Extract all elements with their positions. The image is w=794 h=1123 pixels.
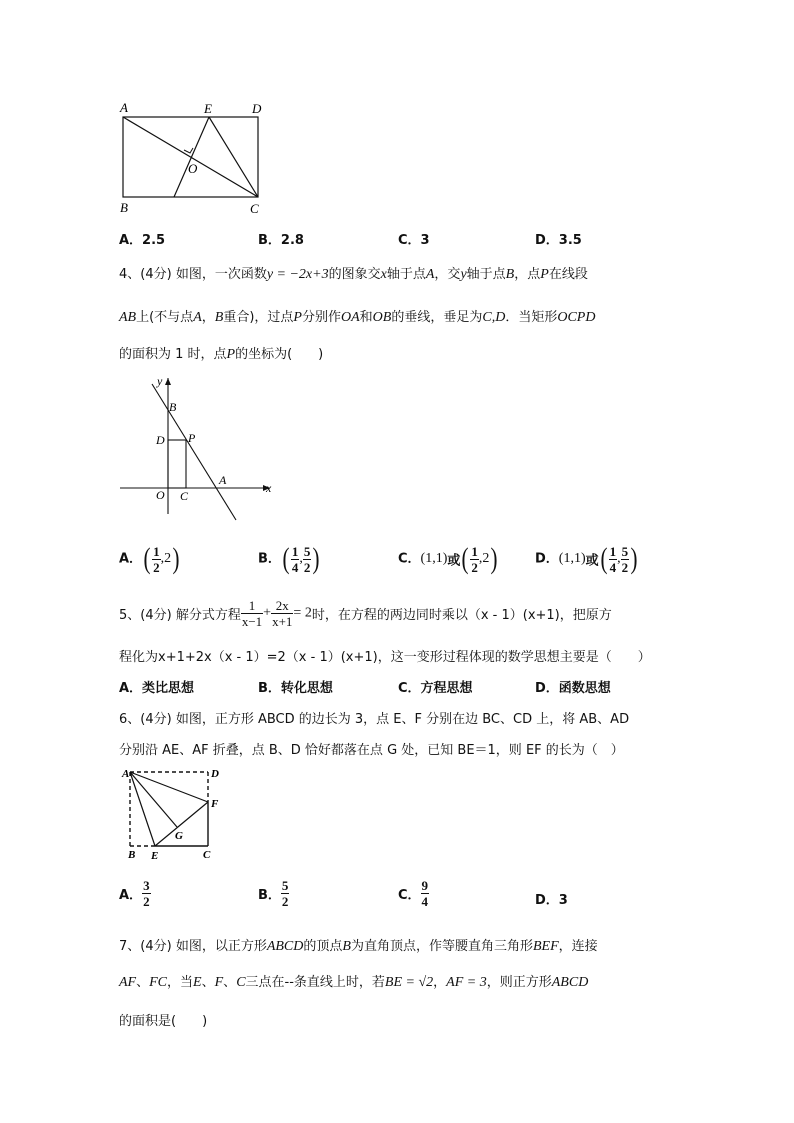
q7-text: 的顶点 — [303, 939, 343, 954]
q4-text: 的坐标为( ) — [235, 347, 324, 362]
q6-option-a[interactable] — [119, 878, 151, 909]
coord-tail: ,2 — [478, 551, 490, 566]
q7-text: ， — [433, 975, 447, 990]
q4-text: 上(不与点 — [136, 310, 194, 325]
q4-var: AB — [119, 310, 137, 325]
q4-text: 的面积为 1 时，点 — [119, 347, 227, 362]
coord-tail: ,2 — [160, 551, 172, 566]
paren: ( — [461, 542, 469, 575]
comma: , — [617, 551, 621, 566]
option-letter: D． — [535, 551, 559, 567]
label-C: C — [180, 489, 189, 503]
label-x: x — [266, 481, 272, 495]
fraction — [621, 544, 630, 575]
q5-option-a[interactable]: A．类比思想 — [119, 681, 195, 696]
segment-E-base — [174, 117, 209, 197]
q7-line-1 — [119, 935, 598, 955]
label-A: A — [120, 100, 128, 115]
q4-option-d[interactable] — [535, 542, 639, 576]
q4-text: 和 — [359, 310, 373, 325]
denominator: 2 — [303, 559, 311, 575]
fraction — [241, 598, 263, 629]
q7-text: ，当 — [167, 975, 194, 990]
segment-AG — [130, 772, 177, 827]
fraction — [303, 544, 312, 575]
q4-var: C,D — [482, 310, 506, 325]
option-letter: B． — [258, 551, 281, 567]
fraction — [281, 878, 290, 909]
label-A: A — [219, 473, 227, 487]
q3-option-b[interactable]: B．2.8 — [258, 233, 304, 248]
q7-var: F — [214, 975, 224, 990]
option-letter: C． — [398, 888, 421, 903]
q7-text: ，连接 — [558, 939, 598, 954]
or-word: 或 — [447, 553, 461, 569]
label-D: D — [252, 101, 262, 116]
q4-var: B — [214, 310, 224, 325]
numerator: 3 — [143, 878, 150, 893]
q7-text: 、 — [223, 975, 237, 990]
q4-text: 在线段 — [548, 267, 588, 282]
paren: ) — [172, 542, 180, 575]
numerator: 1 — [291, 543, 299, 559]
q4-line-3 — [119, 343, 323, 363]
denominator: 4 — [291, 559, 299, 575]
denominator: 2 — [621, 559, 629, 575]
q5-line-1 — [119, 598, 612, 629]
denominator: 2 — [153, 559, 160, 575]
q7-var: B — [342, 939, 351, 954]
segment-AF — [130, 772, 208, 802]
q7-var: BEF — [532, 939, 559, 954]
q3-option-a[interactable]: A．2.5 — [119, 233, 166, 248]
fraction — [142, 878, 151, 909]
option-letter: C． — [398, 551, 421, 567]
fraction — [271, 598, 293, 629]
denominator: 2 — [143, 894, 150, 909]
label-B: B — [128, 849, 136, 861]
q7-var: C — [236, 975, 246, 990]
option-letter: A． — [119, 888, 143, 903]
q6-line-1: 6、(4分) 如图，正方形 ABCD 的边长为 3，点 E、F 分别在边 BC、CD 上，将 AB、AD — [119, 712, 630, 727]
label-y: y — [157, 374, 163, 388]
label-O: O — [156, 488, 165, 502]
q7-var: BE = √2 — [384, 975, 434, 990]
label-E: E — [151, 850, 159, 862]
numerator: 9 — [421, 878, 429, 893]
numerator: 1 — [471, 543, 478, 559]
q4-text: ， — [201, 310, 215, 325]
label-E: E — [204, 101, 212, 116]
q4-text: ，点 — [514, 267, 541, 282]
label-A: A — [122, 768, 130, 780]
label-O: O — [188, 161, 198, 176]
coordinate-figure — [112, 372, 282, 527]
option-letter: B． — [258, 888, 281, 903]
right-angle-mark — [184, 148, 193, 153]
q4-text: 的图象交 — [328, 267, 381, 282]
q7-prefix: 7、(4分) 如图，以正方形 — [119, 939, 267, 954]
segment-EC — [209, 117, 258, 197]
label-C: C — [203, 849, 211, 861]
q5-option-c[interactable]: C．方程思想 — [398, 681, 473, 696]
q3-option-c[interactable]: C．3 — [398, 233, 430, 248]
q7-text: 三点在--条直线上时，若 — [245, 975, 385, 990]
paren: ) — [630, 542, 638, 575]
fraction — [609, 544, 618, 575]
denominator: 4 — [609, 559, 617, 575]
plus: + — [263, 605, 272, 621]
q4-var: A — [193, 310, 202, 325]
label-D: D — [211, 768, 219, 780]
or-word: 或 — [585, 553, 599, 569]
fraction — [470, 544, 479, 575]
denominator: 2 — [471, 559, 478, 575]
q4-text: 轴于点 — [386, 267, 426, 282]
q4-var: OB — [372, 310, 392, 325]
numerator: 2x — [271, 598, 293, 614]
q7-text: 、 — [136, 975, 150, 990]
q7-text: ，则正方形 — [486, 975, 552, 990]
q4-text: 轴于点 — [466, 267, 506, 282]
paren: ) — [490, 542, 498, 575]
q5-option-b[interactable]: B．转化思想 — [258, 681, 333, 696]
numerator: 5 — [303, 543, 311, 559]
q5-prefix: 5、(4分) 解分式方程 — [119, 608, 241, 623]
q7-var: ABCD — [551, 975, 589, 990]
q4-var: A — [425, 267, 435, 282]
label-G: G — [175, 830, 183, 842]
numerator: 1 — [609, 543, 617, 559]
q4-text: 重合)，过点 — [223, 310, 294, 325]
paren: ( — [600, 542, 608, 575]
denominator: 4 — [421, 894, 429, 909]
q6-option-d[interactable]: D．3 — [535, 893, 568, 908]
q4-text: 的垂线，垂足为 — [391, 310, 483, 325]
q4-option-a[interactable] — [119, 542, 181, 576]
q4-line-2 — [119, 306, 595, 326]
q4-option-c[interactable] — [398, 542, 499, 576]
fraction — [152, 544, 161, 575]
denominator: x−1 — [241, 614, 263, 629]
paren: ( — [143, 542, 151, 575]
q7-line-3: 的面积是( ) — [119, 1014, 208, 1029]
q7-var: AF — [119, 975, 137, 990]
point: (1,1) — [420, 551, 448, 566]
label-P: P — [188, 431, 196, 445]
q4-line-1 — [119, 263, 588, 283]
square-fold-figure — [118, 764, 228, 864]
q4-equation: y = −2x+3 — [266, 267, 329, 282]
label-B: B — [169, 400, 177, 414]
rectangle-figure — [112, 98, 272, 218]
q7-var: FC — [149, 975, 168, 990]
comma: , — [299, 551, 303, 566]
fraction — [421, 878, 430, 909]
q3-option-d[interactable]: D．3.5 — [535, 233, 582, 248]
q4-prefix: 4、(4分) 如图，一次函数 — [119, 267, 267, 282]
q4-var: P — [293, 310, 302, 325]
q4-option-b[interactable] — [258, 542, 321, 576]
q4-var: x — [380, 267, 387, 282]
q6-option-c[interactable] — [398, 878, 429, 909]
point: (1,1) — [558, 551, 586, 566]
numerator: 1 — [241, 598, 263, 614]
q4-var: OA — [340, 310, 360, 325]
q4-text: ，交 — [434, 267, 461, 282]
q4-text: 分别作 — [301, 310, 341, 325]
q4-var: P — [540, 267, 549, 282]
paren: ) — [312, 542, 320, 575]
segment-AE — [130, 772, 155, 846]
q4-var: B — [505, 267, 515, 282]
q7-line-2 — [119, 971, 588, 991]
q5-text: 时，在方程的两边同时乘以（x - 1）(x+1)，把原方 — [311, 608, 612, 623]
paren: ( — [282, 542, 290, 575]
label-F: F — [211, 798, 219, 810]
q7-var: E — [193, 975, 202, 990]
numerator: 5 — [621, 543, 629, 559]
q5-option-d[interactable]: D．函数思想 — [535, 681, 611, 696]
q4-var: OCPD — [557, 310, 596, 325]
q5-line-2: 程化为x+1+2x（x - 1）=2（x - 1）(x+1)，这一变形过程体现的数学思想主要是（ ） — [119, 650, 651, 665]
label-B: B — [120, 200, 128, 215]
y-arrow — [165, 378, 171, 385]
numerator: 5 — [281, 878, 289, 893]
denominator: x+1 — [272, 614, 293, 629]
q7-var: AF = 3 — [446, 975, 487, 990]
q4-var: y — [460, 267, 467, 282]
rect-OCPD — [168, 440, 186, 488]
equals: = 2 — [293, 605, 312, 621]
q6-line-2: 分别沿 AE、AF 折叠，点 B、D 恰好都落在点 G 处，已知 BE＝1，则 EF 的长为（ ） — [119, 743, 624, 758]
numerator: 1 — [153, 543, 160, 559]
denominator: 2 — [281, 894, 289, 909]
q7-var: ABCD — [266, 939, 304, 954]
diagonal-AC — [123, 117, 258, 197]
option-letter: A． — [119, 551, 143, 567]
q7-text: 为直角顶点，作等腰直角三角形 — [350, 939, 533, 954]
q4-text: ．当矩形 — [505, 310, 558, 325]
label-D: D — [156, 433, 165, 447]
q7-text: 、 — [201, 975, 215, 990]
label-C: C — [250, 201, 259, 216]
q6-option-b[interactable] — [258, 878, 289, 909]
q4-var: P — [226, 347, 236, 362]
